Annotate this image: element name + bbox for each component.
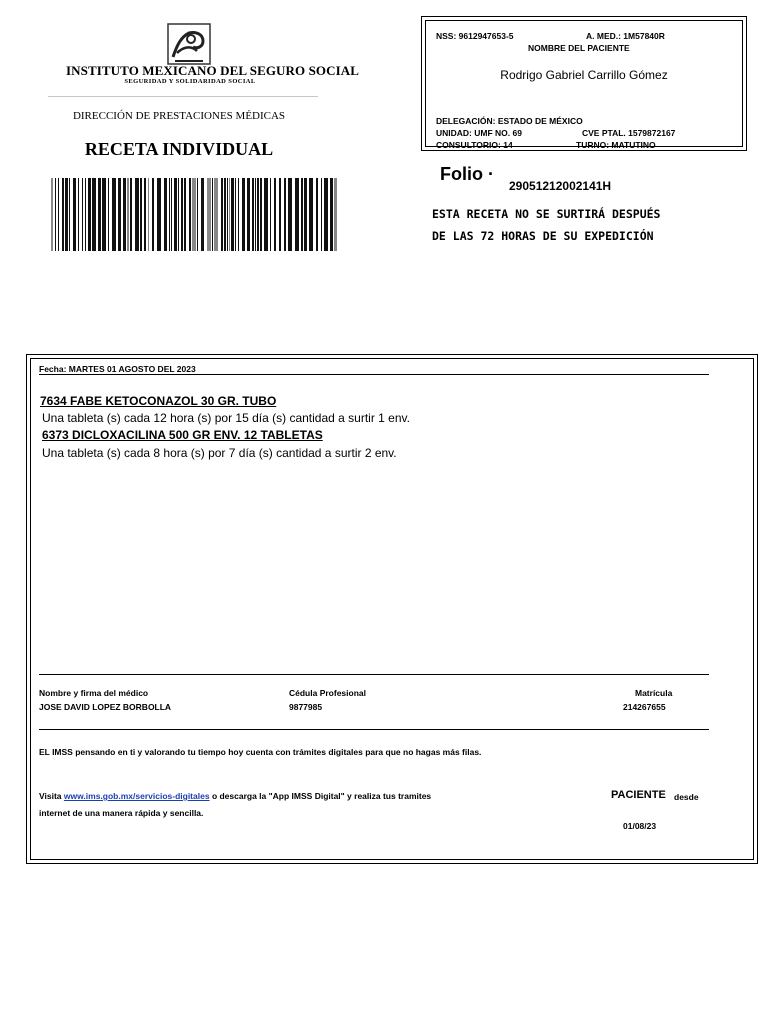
desde-label: desde — [674, 792, 699, 802]
visit-line — [39, 791, 431, 801]
nss: NSS: 9612947653-5 — [436, 31, 514, 41]
medication-name: 6373 DICLOXACILINA 500 GR ENV. 12 TABLETAS — [42, 428, 323, 442]
servicios-digitales-link[interactable]: www.ims.gob.mx/servicios-digitales — [63, 791, 210, 801]
imss-digital-message: EL IMSS pensando en ti y valorando tu tiempo hoy cuenta con trámites digitales para que no hagas más filas. — [39, 747, 482, 757]
notice-line-1: ESTA RECETA NO SE SURTIRÁ DESPUÉS — [432, 207, 661, 221]
signature-divider — [39, 674, 709, 675]
doctor-name: JOSE DAVID LOPEZ BORBOLLA — [39, 702, 172, 712]
fecha-divider — [39, 374, 709, 375]
patient-info-box — [421, 16, 747, 151]
medication-dosage: Una tableta (s) cada 12 hora (s) por 15 día (s) cantidad a surtir 1 env. — [42, 411, 410, 425]
prescription-box — [26, 354, 758, 864]
matricula-label: Matrícula — [635, 688, 673, 698]
unidad: UNIDAD: UMF NO. 69 — [436, 128, 522, 138]
barcode-icon — [49, 178, 341, 251]
doctor-name-label: Nombre y firma del médico — [39, 688, 149, 698]
visit-prefix: Visita — [39, 791, 62, 801]
notice-line-2: DE LAS 72 HORAS DE SU EXPEDICIÓN — [432, 229, 654, 243]
logo-divider — [48, 96, 318, 97]
institution-motto: SEGURIDAD Y SOLIDARIDAD SOCIAL — [124, 78, 256, 85]
imss-logo — [66, 23, 360, 85]
direccion-label: DIRECCIÓN DE PRESTACIONES MÉDICAS — [72, 110, 286, 122]
matricula-value: 214267655 — [623, 702, 666, 712]
visit-line-2: internet de una manera rápida y sencilla. — [39, 808, 204, 818]
footer-date: 01/08/23 — [623, 821, 657, 831]
cedula-label: Cédula Profesional — [289, 688, 366, 698]
patient-name: Rodrigo Gabriel Carrillo Gómez — [500, 68, 668, 82]
cedula-value: 9877985 — [289, 702, 323, 712]
institution-name: INSTITUTO MEXICANO DEL SEGURO SOCIAL — [66, 63, 360, 78]
delegacion: DELEGACIÓN: ESTADO DE MÉXICO — [436, 116, 583, 126]
visit-suffix: o descarga la "App IMSS Digital" y realiza tus tramites — [211, 791, 432, 801]
consultorio: CONSULTORIO: 14 — [436, 140, 513, 150]
folio-value: 29051212002141H — [509, 179, 612, 193]
imss-eagle-emblem-icon — [167, 23, 211, 65]
turno: TURNO: MATUTINO — [576, 140, 656, 150]
cve-ptal: CVE PTAL. 1579872167 — [582, 128, 676, 138]
folio-label: Folio · — [440, 164, 494, 184]
medication-name: 7634 FABE KETOCONAZOL 30 GR. TUBO — [40, 394, 277, 408]
patient-name-label: NOMBRE DEL PACIENTE — [528, 43, 630, 53]
footer-divider — [39, 729, 709, 730]
fecha: Fecha: MARTES 01 AGOSTO DEL 2023 — [39, 364, 196, 374]
medication-dosage: Una tableta (s) cada 8 hora (s) por 7 día (s) cantidad a surtir 2 env. — [42, 446, 397, 460]
copy-label: PACIENTE — [611, 789, 666, 801]
page-title: RECETA INDIVIDUAL — [84, 139, 274, 159]
a-med: A. MED.: 1M57840R — [586, 31, 665, 41]
